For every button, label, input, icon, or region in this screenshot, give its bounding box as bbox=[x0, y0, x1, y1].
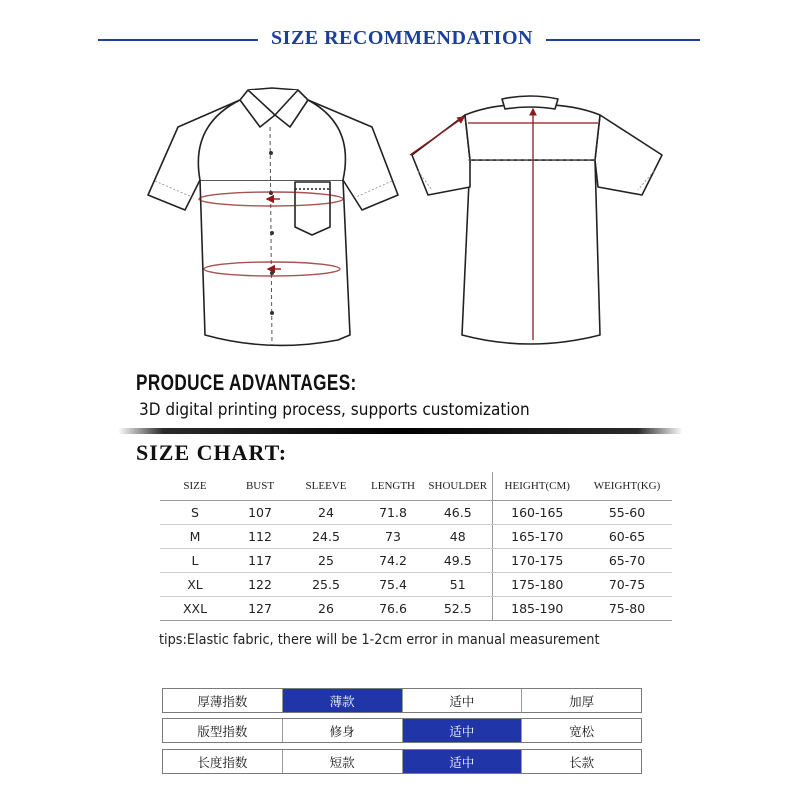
cell-size: XXL bbox=[160, 597, 230, 621]
index-label: 厚薄指数 bbox=[197, 693, 248, 709]
cell-size: XL bbox=[160, 573, 230, 597]
header-rule-left bbox=[98, 39, 258, 41]
cell-shoulder: 51 bbox=[424, 573, 492, 597]
cell-bust: 112 bbox=[230, 525, 290, 549]
table-row bbox=[160, 597, 672, 621]
cell-size: L bbox=[160, 549, 230, 573]
column-header-sleeve: SLEEVE bbox=[290, 472, 362, 501]
index-option-medium: 适中 bbox=[402, 689, 522, 712]
index-option-thin: 薄款 bbox=[282, 689, 402, 712]
table-header-row bbox=[160, 472, 672, 501]
cell-length: 71.8 bbox=[362, 501, 424, 525]
index-label: 长度指数 bbox=[197, 754, 248, 770]
cell-shoulder: 48 bbox=[424, 525, 492, 549]
table-row bbox=[160, 501, 672, 525]
thickness-index-row bbox=[162, 688, 642, 713]
cell-size: M bbox=[160, 525, 230, 549]
length-index-row bbox=[162, 749, 642, 774]
cell-shoulder: 52.5 bbox=[424, 597, 492, 621]
cell-sleeve: 24 bbox=[290, 501, 362, 525]
cell-height: 160-165 bbox=[492, 501, 582, 525]
cell-length: 73 bbox=[362, 525, 424, 549]
index-option-medium: 适中 bbox=[402, 750, 522, 773]
column-header-size: SIZE bbox=[160, 472, 230, 501]
shirt-measurement-diagram bbox=[130, 85, 670, 370]
fit-index-row bbox=[162, 718, 642, 743]
measurement-tip: tips:Elastic fabric, there will be 1-2cm error in manual measurement bbox=[159, 632, 600, 648]
advantages-text: 3D digital printing process, supports customization bbox=[139, 400, 530, 420]
section-divider bbox=[118, 428, 683, 434]
cell-height: 170-175 bbox=[492, 549, 582, 573]
cell-height: 175-180 bbox=[492, 573, 582, 597]
cell-shoulder: 46.5 bbox=[424, 501, 492, 525]
cell-weight: 55-60 bbox=[582, 501, 672, 525]
cell-height: 185-190 bbox=[492, 597, 582, 621]
cell-weight: 70-75 bbox=[582, 573, 672, 597]
cell-shoulder: 49.5 bbox=[424, 549, 492, 573]
cell-sleeve: 24.5 bbox=[290, 525, 362, 549]
cell-bust: 127 bbox=[230, 597, 290, 621]
index-option-slim: 修身 bbox=[282, 719, 402, 742]
shirt-front-illustration bbox=[148, 88, 398, 345]
column-header-height: HEIGHT(CM) bbox=[492, 472, 582, 501]
cell-length: 75.4 bbox=[362, 573, 424, 597]
index-option-long: 长款 bbox=[521, 750, 641, 773]
header-title: SIZE RECOMMENDATION bbox=[271, 27, 533, 49]
column-header-bust: BUST bbox=[230, 472, 290, 501]
advantages-heading: PRODUCE ADVANTAGES: bbox=[136, 370, 357, 395]
cell-height: 165-170 bbox=[492, 525, 582, 549]
column-header-weight: WEIGHT(KG) bbox=[582, 472, 672, 501]
index-option-short: 短款 bbox=[282, 750, 402, 773]
size-chart-table bbox=[160, 472, 672, 621]
cell-weight: 65-70 bbox=[582, 549, 672, 573]
table-row bbox=[160, 525, 672, 549]
cell-sleeve: 25.5 bbox=[290, 573, 362, 597]
cell-sleeve: 25 bbox=[290, 549, 362, 573]
cell-weight: 75-80 bbox=[582, 597, 672, 621]
column-header-shoulder: SHOULDER bbox=[424, 472, 492, 501]
header-rule-right bbox=[546, 39, 700, 41]
column-header-length: LENGTH bbox=[362, 472, 424, 501]
cell-bust: 117 bbox=[230, 549, 290, 573]
size-chart-heading: SIZE CHART: bbox=[136, 440, 288, 465]
cell-weight: 60-65 bbox=[582, 525, 672, 549]
index-label: 版型指数 bbox=[197, 723, 248, 739]
index-option-thick: 加厚 bbox=[521, 689, 641, 712]
table-row bbox=[160, 573, 672, 597]
cell-bust: 122 bbox=[230, 573, 290, 597]
cell-sleeve: 26 bbox=[290, 597, 362, 621]
shirt-back-illustration bbox=[412, 96, 662, 344]
index-option-regular: 适中 bbox=[402, 719, 522, 742]
cell-length: 74.2 bbox=[362, 549, 424, 573]
cell-size: S bbox=[160, 501, 230, 525]
table-row bbox=[160, 549, 672, 573]
cell-length: 76.6 bbox=[362, 597, 424, 621]
index-option-loose: 宽松 bbox=[521, 719, 641, 742]
cell-bust: 107 bbox=[230, 501, 290, 525]
